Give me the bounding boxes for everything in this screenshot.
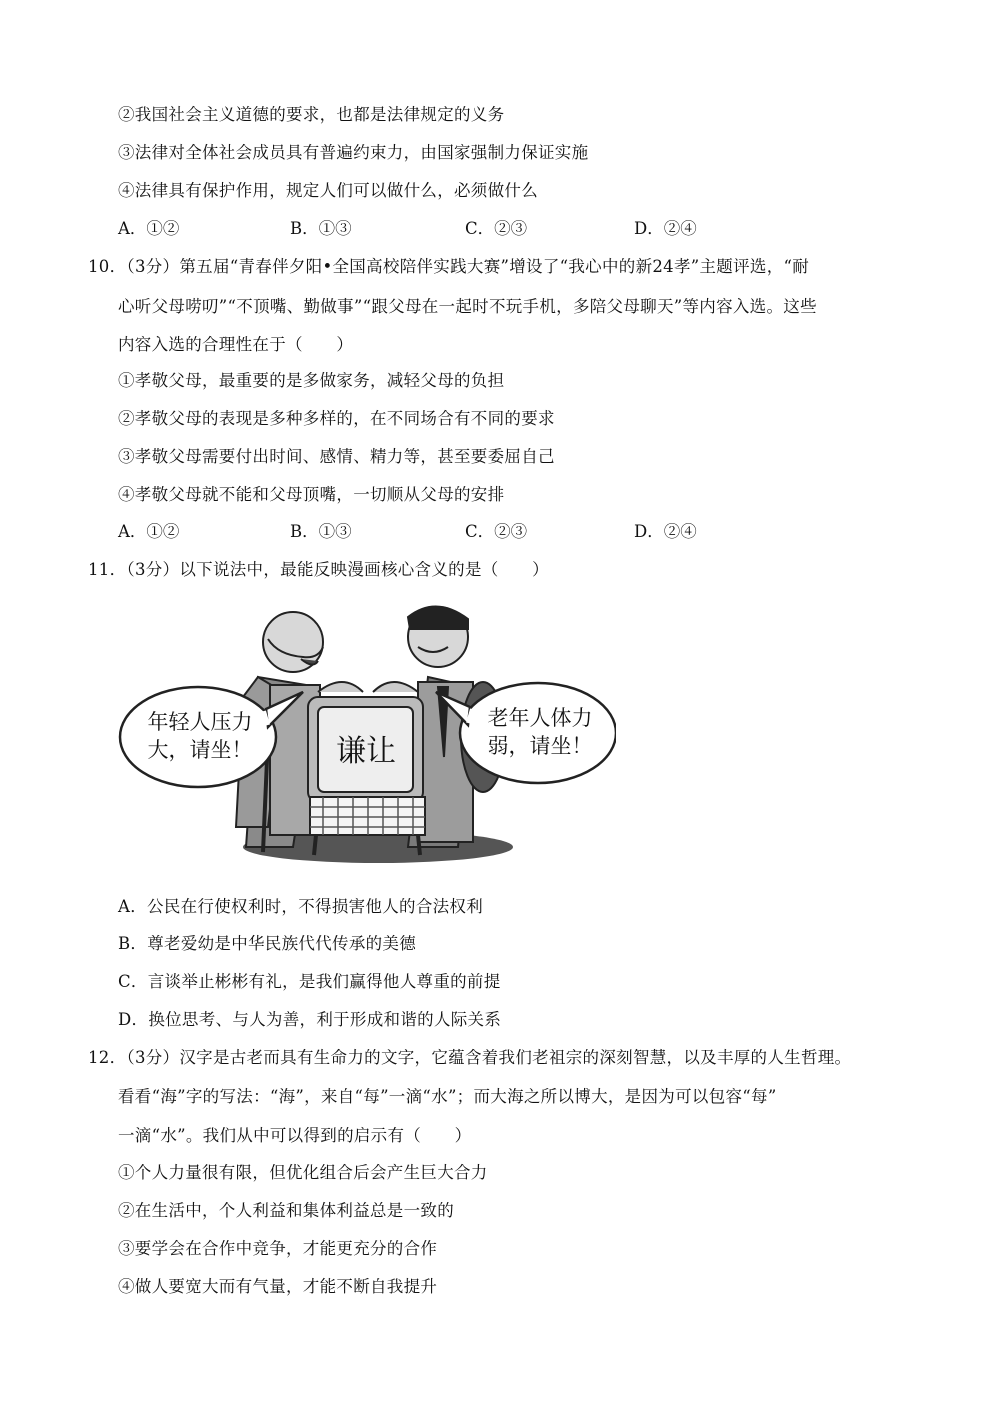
left-bubble-line-2: 大，请坐！ (147, 738, 253, 762)
hand-right (373, 682, 418, 692)
q12-stem-line-1: 12．（3分）汉字是古老而具有生命力的文字，它蕴含着我们老祖宗的深刻智慧，以及丰厚的人生哲理。 (88, 1048, 852, 1067)
q12-statement-4: ④做人要宽大而有气量，才能不断自我提升 (118, 1277, 438, 1296)
right-bubble-line-2: 弱，请坐！ (487, 734, 593, 758)
seat (308, 697, 425, 855)
q12-statement-1: ①个人力量很有限，但优化组合后会产生巨大合力 (118, 1163, 488, 1182)
q10-option-d: D．②④ (634, 522, 697, 541)
q9-option-b: B．①③ (290, 219, 352, 238)
q10-statement-4: ④孝敬父母就不能和父母顶嘴，一切顺从父母的安排 (118, 485, 505, 504)
q10-option-b: B．①③ (290, 522, 352, 541)
q9-option-c: C．②③ (465, 219, 528, 238)
q11-stem: 11．（3分）以下说法中，最能反映漫画核心含义的是（ ） (88, 560, 549, 579)
right-bubble-line-1: 老年人体力 (487, 706, 593, 730)
q12-statement-2: ②在生活中，个人利益和集体利益总是一致的 (118, 1201, 454, 1220)
q9-statement-4: ④法律具有保护作用，规定人们可以做什么，必须做什么 (118, 181, 538, 200)
q11-option-a: A．公民在行使权利时，不得损害他人的合法权利 (118, 897, 484, 916)
q10-stem-line-3: 内容入选的合理性在于（ ） (118, 335, 354, 354)
left-bubble-line-1: 年轻人压力 (147, 710, 253, 734)
q12-statement-3: ③要学会在合作中竞争，才能更充分的合作 (118, 1239, 438, 1258)
q11-option-d: D．换位思考、与人为善，利于形成和谐的人际关系 (118, 1010, 502, 1029)
q12-stem-line-2: 看看“海”字的写法：“海”，来自“每”一滴“水”；而大海之所以博大，是因为可以包容“每” (118, 1087, 777, 1106)
seat-sign-text: 谦让 (336, 734, 396, 769)
q10-statement-2: ②孝敬父母的表现是多种多样的，在不同场合有不同的要求 (118, 409, 555, 428)
hand-left (318, 682, 363, 692)
q9-statement-3: ③法律对全体社会成员具有普遍约束力，由国家强制力保证实施 (118, 143, 589, 162)
q12-stem-line-3: 一滴“水”。我们从中可以得到的启示有（ ） (118, 1126, 472, 1145)
q10-statement-3: ③孝敬父母需要付出时间、感情、精力等，甚至要委屈自己 (118, 447, 555, 466)
q9-option-a: A．①② (118, 219, 180, 238)
q11-option-c: C．言谈举止彬彬有礼，是我们赢得他人尊重的前提 (118, 972, 501, 991)
q10-statement-1: ①孝敬父母，最重要的是多做家务，减轻父母的负担 (118, 371, 505, 390)
q10-stem-line-1: 10．（3分）第五届“青春伴夕阳•全国高校陪伴实践大赛”增设了“我心中的新24孝”主题评选，“耐 (88, 257, 810, 276)
q10-option-a: A．①② (118, 522, 180, 541)
seat-yielding-cartoon (118, 597, 616, 865)
q11-option-b: B．尊老爱幼是中华民族代代传承的美德 (118, 934, 417, 953)
q9-statement-2: ②我国社会主义道德的要求，也都是法律规定的义务 (118, 105, 505, 124)
q10-stem-line-2: 心听父母唠叨”“不顶嘴、勤做事”“跟父母在一起时不玩手机，多陪父母聊天”等内容入选。这些 (118, 297, 817, 316)
q9-option-d: D．②④ (634, 219, 697, 238)
q10-option-c: C．②③ (465, 522, 528, 541)
